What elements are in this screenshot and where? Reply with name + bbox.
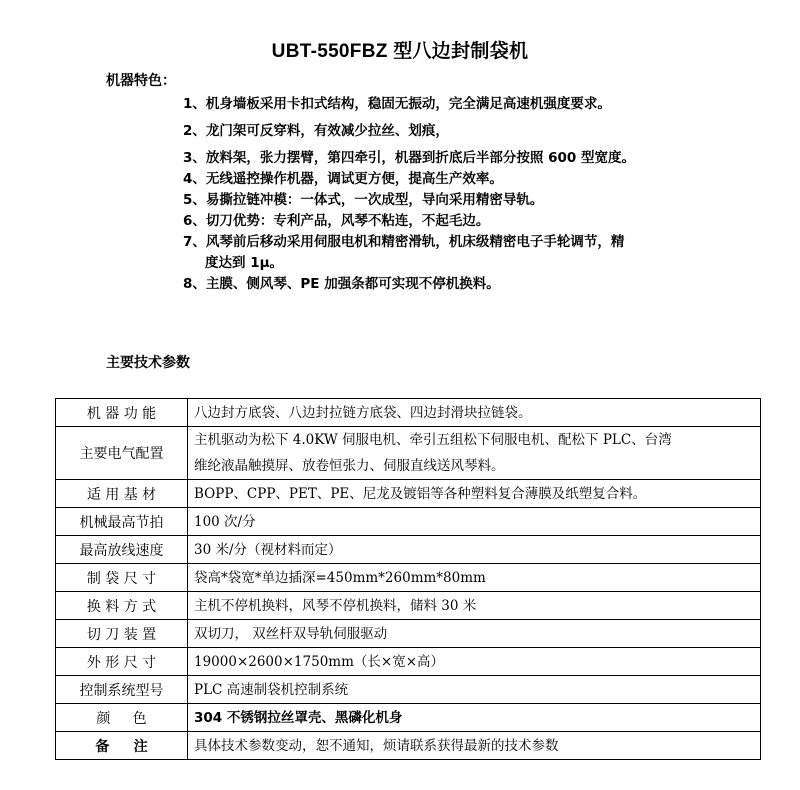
- feature-item: 5、易撕拉链冲模：一体式，一次成型，导向采用精密导轨。: [183, 192, 544, 208]
- features-list: [183, 94, 743, 295]
- features-heading: 机器特色：: [106, 73, 176, 89]
- param-value: 主机不停机换料，风琴不停机换料，储料 30 米: [188, 592, 761, 620]
- param-label: 外 形 尺 寸: [56, 648, 188, 676]
- table-row: [56, 399, 761, 427]
- param-value: PLC 高速制袋机控制系统: [188, 676, 761, 704]
- feature-item: 2、龙门架可反穿料，有效减少拉丝、划痕，: [183, 123, 449, 139]
- params-heading: 主要技术参数: [106, 355, 190, 371]
- param-value: 袋高*袋宽*单边插深=450mm*260mm*80mm: [188, 564, 761, 592]
- param-value: 具体技术参数变动，恕不通知，烦请联系获得最新的技术参数: [188, 732, 761, 760]
- table-row: [56, 480, 761, 508]
- feature-item-continuation: [183, 253, 743, 274]
- param-value: 双切刀， 双丝杆双导轨伺服驱动: [188, 620, 761, 648]
- table-row: [56, 508, 761, 536]
- param-value: 八边封方底袋、八边封拉链方底袋、四边封滑块拉链袋。: [188, 399, 761, 427]
- param-label: 颜 色: [56, 704, 188, 732]
- params-table: [55, 398, 761, 760]
- document-title: UBT-550FBZ 型八边封制袋机: [271, 41, 529, 62]
- feature-item: 8、主膜、侧风琴、PE 加强条都可实现不停机换料。: [183, 276, 500, 292]
- feature-continuation-text: 度达到 1μ。: [205, 255, 284, 271]
- param-value: BOPP、CPP、PET、PE、尼龙及镀铝等各种塑料复合薄膜及纸塑复合料。: [188, 480, 761, 508]
- param-label: 备 注: [56, 732, 188, 760]
- param-label: 机 器 功 能: [56, 399, 188, 427]
- feature-item: 3、放料架，张力摆臂，第四牵引，机器到折底后半部分按照 600 型宽度。: [183, 150, 635, 166]
- param-label: 主要电气配置: [56, 427, 188, 480]
- param-value: 100 次/分: [188, 508, 761, 536]
- param-label: 换 料 方 式: [56, 592, 188, 620]
- param-value-line: 主机驱动为松下 4.0KW 伺服电机、牵引五组松下伺服电机、配松下 PLC、台湾: [194, 432, 672, 448]
- feature-item: 7、风琴前后移动采用伺服电机和精密滑轨，机床级精密电子手轮调节，精: [183, 234, 625, 250]
- param-label: 最高放线速度: [56, 536, 188, 564]
- table-row: [56, 592, 761, 620]
- table-row: [56, 704, 761, 732]
- param-label: 机械最高节拍: [56, 508, 188, 536]
- table-row: [56, 620, 761, 648]
- table-row: [56, 732, 761, 760]
- param-value: [188, 427, 761, 480]
- table-row: [56, 648, 761, 676]
- param-label: 适 用 基 材: [56, 480, 188, 508]
- feature-item: 4、无线遥控操作机器，调试更方便，提高生产效率。: [183, 171, 503, 187]
- param-value: 30 米/分（视材料而定）: [188, 536, 761, 564]
- table-row: [56, 536, 761, 564]
- feature-item: 6、切刀优势：专利产品，风琴不粘连，不起毛边。: [183, 213, 490, 229]
- table-row: [56, 676, 761, 704]
- param-label: 控制系统型号: [56, 676, 188, 704]
- table-row: [56, 564, 761, 592]
- param-value-line: 维纶液晶触摸屏、放卷恒张力、伺服直线送风琴料。: [194, 458, 505, 474]
- param-label: 制 袋 尺 寸: [56, 564, 188, 592]
- param-label: 切 刀 装 置: [56, 620, 188, 648]
- param-value: 19000×2600×1750mm（长×宽×高）: [188, 648, 761, 676]
- feature-item: 1、机身墙板采用卡扣式结构，稳固无振动，完全满足高速机强度要求。: [183, 96, 611, 112]
- param-value: 304 不锈钢拉丝罩壳、黑磷化机身: [188, 704, 761, 732]
- table-row: [56, 427, 761, 480]
